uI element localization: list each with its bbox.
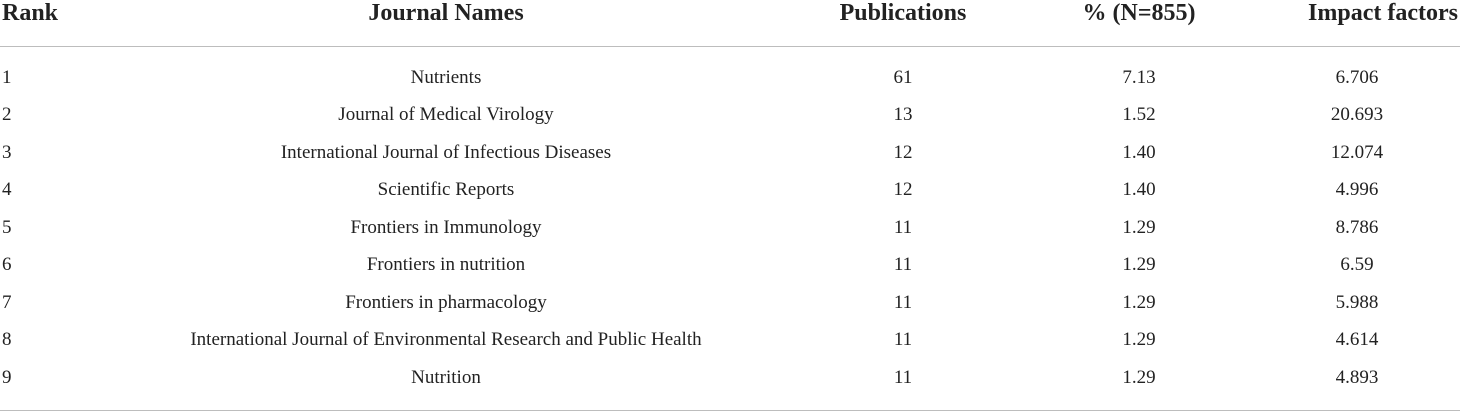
cell-impact: 8.786 (1335, 216, 1379, 238)
cell-publications: 11 (893, 216, 913, 238)
cell-journal: International Journal of Environmental Research and Public Health (190, 329, 702, 351)
table-body (0, 47, 1460, 397)
cell-journal: International Journal of Infectious Diseases (280, 141, 612, 163)
header-journal-names: Journal Names (110, 0, 782, 47)
cell-percent: 1.29 (1122, 291, 1156, 313)
cell-impact: 6.706 (1335, 66, 1379, 88)
header-rank: Rank (0, 0, 110, 47)
cell-publications: 12 (893, 179, 913, 201)
table-row (0, 209, 1460, 247)
cell-rank: 1 (2, 66, 12, 88)
cell-publications: 11 (893, 329, 913, 351)
table-row (0, 322, 1460, 360)
cell-percent: 1.40 (1122, 179, 1156, 201)
cell-percent: 7.13 (1122, 66, 1156, 88)
cell-rank: 3 (2, 141, 12, 163)
cell-rank: 7 (2, 291, 12, 313)
cell-percent: 1.29 (1122, 329, 1156, 351)
cell-publications: 11 (893, 254, 913, 276)
cell-impact: 6.59 (1340, 254, 1374, 276)
cell-percent: 1.29 (1122, 366, 1156, 388)
table-row (0, 284, 1460, 322)
cell-rank: 8 (2, 329, 12, 351)
cell-journal: Journal of Medical Virology (338, 104, 554, 126)
cell-journal: Frontiers in nutrition (366, 254, 526, 276)
cell-rank: 6 (2, 254, 12, 276)
cell-impact: 4.614 (1335, 329, 1379, 351)
table-header (0, 0, 1460, 47)
cell-journal: Nutrients (410, 66, 482, 88)
cell-impact: 12.074 (1330, 141, 1384, 163)
cell-impact: 5.988 (1335, 291, 1379, 313)
header-publications: Publications (782, 0, 1024, 47)
cell-rank: 2 (2, 104, 12, 126)
table-row (0, 134, 1460, 172)
cell-percent: 1.52 (1122, 104, 1156, 126)
table-row (0, 359, 1460, 397)
cell-percent: 1.29 (1122, 216, 1156, 238)
cell-journal: Frontiers in pharmacology (345, 291, 547, 313)
cell-impact: 20.693 (1330, 104, 1384, 126)
header-percent: % (N=855) (1024, 0, 1254, 47)
cell-percent: 1.29 (1122, 254, 1156, 276)
table-bottom-rule (0, 410, 1460, 411)
cell-percent: 1.40 (1122, 141, 1156, 163)
cell-rank: 5 (2, 216, 12, 238)
cell-publications: 11 (893, 291, 913, 313)
cell-rank: 9 (2, 366, 12, 388)
cell-rank: 4 (2, 179, 12, 201)
cell-publications: 61 (893, 66, 913, 88)
cell-publications: 11 (893, 366, 913, 388)
table-row (0, 247, 1460, 285)
table-row (0, 172, 1460, 210)
cell-impact: 4.893 (1335, 366, 1379, 388)
cell-journal: Frontiers in Immunology (350, 216, 542, 238)
table-row (0, 47, 1460, 97)
table-row (0, 97, 1460, 135)
cell-impact: 4.996 (1335, 179, 1379, 201)
header-impact-factors: Impact factors (1254, 0, 1460, 47)
cell-journal: Nutrition (411, 366, 481, 388)
cell-publications: 12 (893, 141, 913, 163)
cell-journal: Scientific Reports (377, 179, 515, 201)
header-row (0, 0, 1460, 47)
cell-publications: 13 (893, 104, 913, 126)
